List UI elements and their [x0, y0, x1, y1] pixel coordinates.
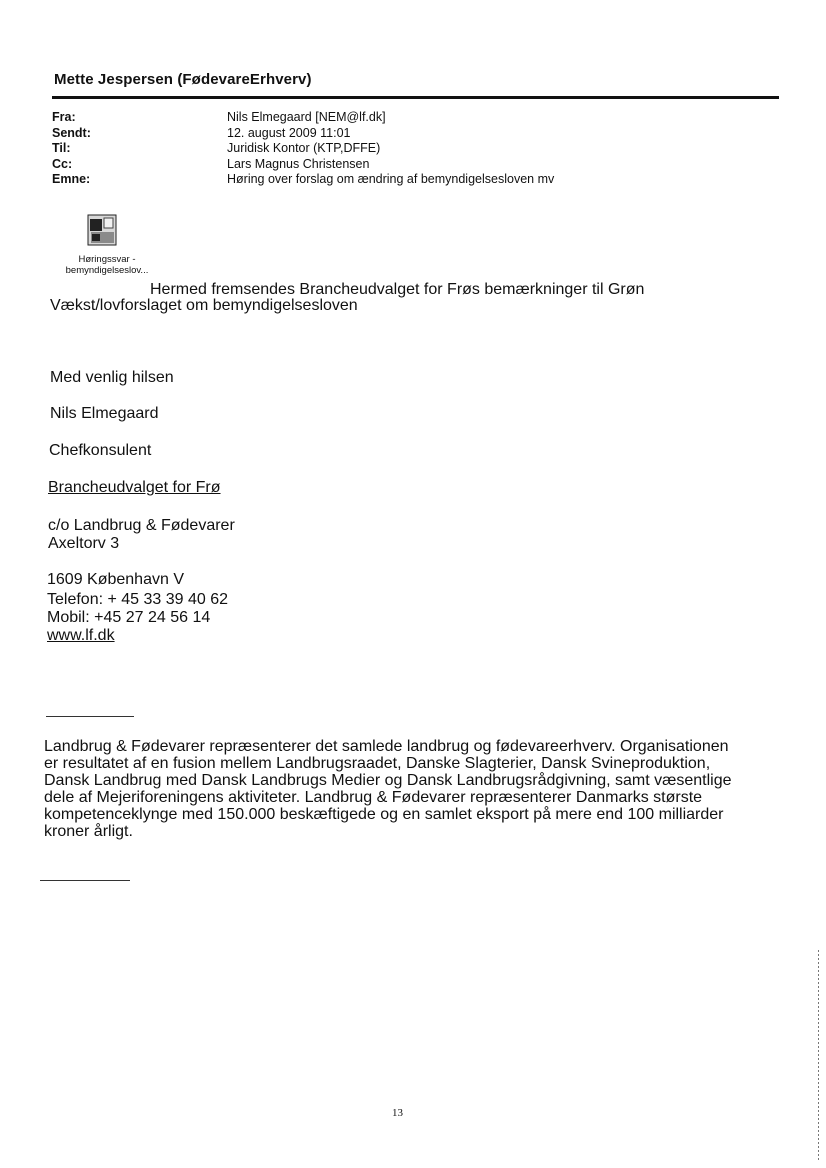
greeting: Med venlig hilsen	[50, 369, 174, 386]
field-label: Fra:	[52, 110, 76, 124]
separator-line	[46, 716, 134, 717]
header-divider	[52, 96, 779, 99]
phone-number: Telefon: + 45 33 39 40 62	[47, 591, 229, 608]
field-value: Juridisk Kontor (KTP,DFFE)	[227, 141, 381, 155]
website-link[interactable]: www.lf.dk	[47, 627, 115, 644]
field-to	[52, 141, 554, 157]
field-label: Emne:	[52, 172, 91, 186]
field-value: 12. august 2009 11:01	[227, 125, 351, 140]
signer-title: Chefkonsulent	[49, 442, 152, 459]
field-value: Høring over forslag om ændring af bemyndigelsesloven mv	[227, 172, 555, 186]
address-line: c/o Landbrug & Fødevarer	[48, 517, 235, 534]
organisation-link[interactable]: Brancheudvalget for Frø	[48, 479, 221, 496]
email-header-fields	[52, 110, 554, 188]
sender-header: Mette Jespersen (FødevareErhverv)	[54, 71, 312, 88]
body-intro: Hermed fremsendes Brancheudvalget for Frøs bemærkninger til Grøn	[150, 281, 645, 298]
attachment-name-line: bemyndigelseslov...	[65, 265, 149, 276]
field-label: Cc:	[52, 156, 73, 171]
field-label: Til:	[52, 141, 71, 155]
footer-paragraph	[44, 738, 766, 840]
separator-line	[40, 880, 130, 881]
field-from	[52, 110, 554, 126]
address-city: 1609 København V	[47, 571, 184, 588]
footer-line: dele af Mejeriforeningens aktiviteter. Landbrug & Fødevarer repræsenterer Danmarks største	[44, 789, 703, 806]
footer-line: er resultatet af en fusion mellem Landbrugsraadet, Danske Slagterier, Dansk Svineproduktion,	[44, 755, 711, 772]
field-value: Lars Magnus Christensen	[227, 156, 370, 171]
footer-line: kroner årligt.	[44, 823, 133, 840]
footer-line: Landbrug & Fødevarer repræsenterer det samlede landbrug og fødevareerhverv. Organisationen	[44, 738, 729, 755]
signer-name: Nils Elmegaard	[50, 405, 159, 422]
field-cc	[52, 157, 554, 173]
footer-line: kompetenceklynge med 150.000 beskæftigede og en samlet eksport på mere end 100 milliarder	[44, 806, 724, 823]
field-value: Nils Elmegaard [NEM@lf.dk]	[227, 110, 386, 124]
page-number: 13	[392, 1107, 403, 1119]
attachment-name[interactable]	[52, 254, 162, 276]
scan-edge-line	[818, 950, 819, 1160]
document-attachment-icon[interactable]	[86, 214, 118, 246]
footer-line: Dansk Landbrug med Dansk Landbrugs Medier og Dansk Landbrugsrådgivning, samt væsentlige	[44, 772, 732, 789]
body-intro: Vækst/lovforslaget om bemyndigelsesloven	[50, 297, 358, 314]
address-line: Axeltorv 3	[48, 535, 120, 552]
field-subject	[52, 172, 554, 188]
attachment-name-line: Høringssvar -	[78, 254, 136, 265]
field-label: Sendt:	[52, 125, 91, 140]
field-sent	[52, 126, 554, 142]
mobile-number: Mobil: +45 27 24 56 14	[47, 609, 211, 626]
